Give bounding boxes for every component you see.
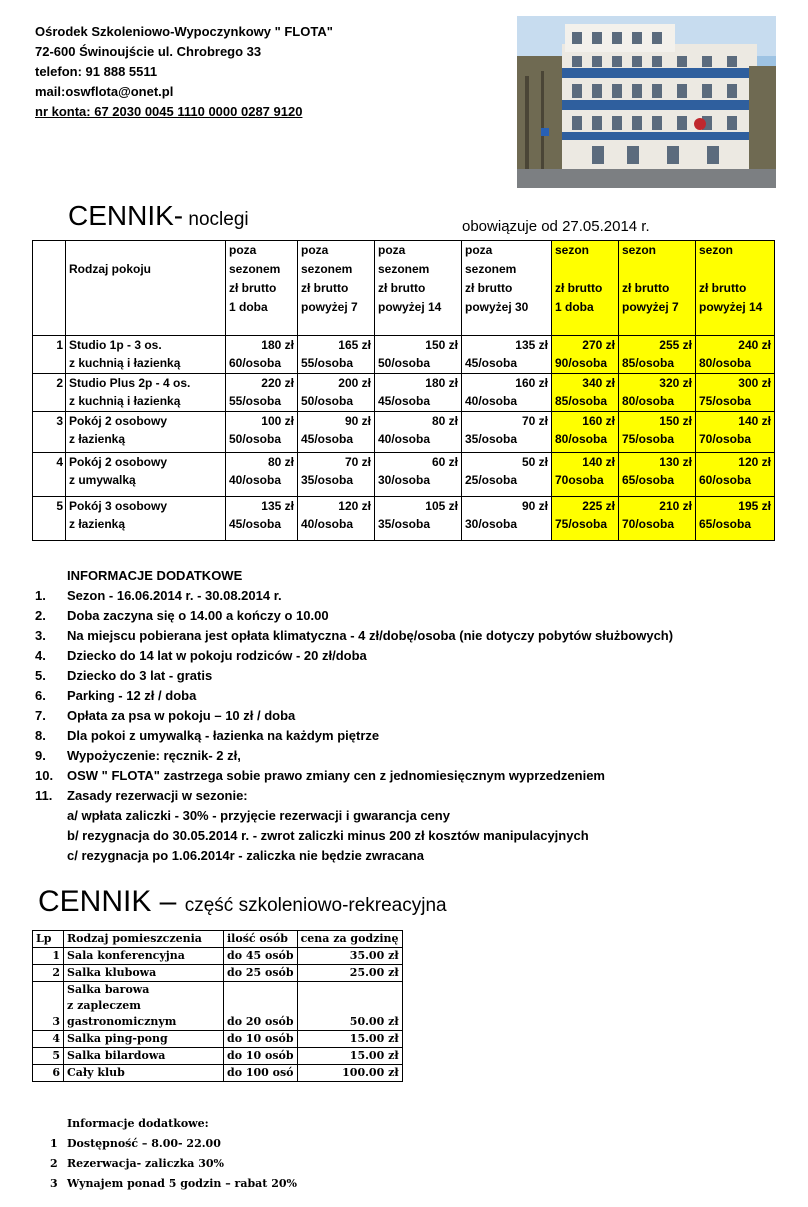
column-header: poza sezonem zł brutto powyżej 30 bbox=[462, 241, 552, 336]
season-price-cell: 150 zł 75/osoba bbox=[619, 412, 696, 453]
info-item-number: 8. bbox=[35, 728, 46, 743]
season-price-cell: 210 zł 70/osoba bbox=[619, 497, 696, 541]
room-hourly-price: 25.00 zł bbox=[297, 965, 402, 982]
info-item-text: Wypożyczenie: ręcznik- 2 zł, bbox=[67, 748, 241, 763]
info-item bbox=[35, 746, 673, 766]
reservation-rule: b/ rezygnacja do 30.05.2014 r. - zwrot zaliczki minus 200 zł kosztów manipulacyjnych bbox=[67, 828, 589, 843]
room-hourly-price: 35.00 zł bbox=[297, 948, 402, 965]
season-price-cell: 195 zł 65/osoba bbox=[696, 497, 775, 541]
row-number: 2 bbox=[33, 965, 64, 982]
rooms-row bbox=[33, 1048, 403, 1065]
price-cell: 90 zł 30/osoba bbox=[462, 497, 552, 541]
price-cell: 50 zł 25/osoba bbox=[462, 453, 552, 497]
row-number: 6 bbox=[33, 1065, 64, 1082]
room-capacity: do 100 osó bbox=[224, 1065, 298, 1082]
price-row bbox=[33, 336, 775, 374]
info-item-number: 4. bbox=[35, 648, 46, 663]
price-row bbox=[33, 412, 775, 453]
info-item bbox=[35, 666, 673, 686]
row-number: 2 bbox=[33, 374, 66, 412]
info-item bbox=[35, 766, 673, 786]
season-price-cell: 140 zł 70/osoba bbox=[696, 412, 775, 453]
rooms-info-text: Wynajem ponad 5 godzin – rabat 20% bbox=[67, 1177, 297, 1190]
info-item bbox=[35, 786, 673, 806]
rooms-title-sub: część szkoleniowo-rekreacyjna bbox=[184, 895, 447, 916]
column-header: poza sezonem zł brutto 1 doba bbox=[226, 241, 298, 336]
building-photo bbox=[517, 16, 776, 188]
info-item-number: 2. bbox=[35, 608, 46, 623]
row-number: 4 bbox=[33, 453, 66, 497]
price-cell: 80 zł 40/osoba bbox=[375, 412, 462, 453]
season-column-header: sezon zł brutto 1 doba bbox=[552, 241, 619, 336]
rooms-info-item bbox=[50, 1134, 297, 1154]
room-name: Sala konferencyjna bbox=[64, 948, 224, 965]
room-name: Salka bilardowa bbox=[64, 1048, 224, 1065]
reservation-rule: a/ wpłata zaliczki - 30% - przyjęcie rezerwacji i gwarancja ceny bbox=[67, 808, 450, 823]
rooms-additional-info bbox=[50, 1114, 297, 1194]
room-name-header: Rodzaj pomieszczenia bbox=[64, 931, 224, 948]
season-price-cell: 300 zł 75/osoba bbox=[696, 374, 775, 412]
reservation-rule: c/ rezygnacja po 1.06.2014r - zaliczka nie będzie zwracana bbox=[67, 848, 424, 863]
row-number: 3 bbox=[33, 412, 66, 453]
room-capacity: do 10 osób bbox=[224, 1031, 298, 1048]
price-cell: 165 zł 55/osoba bbox=[298, 336, 375, 374]
room-type: Studio Plus 2p - 4 os. z kuchnią i łazienką bbox=[66, 374, 226, 412]
room-name: Salka barowa z zapleczem gastronomicznym bbox=[64, 982, 224, 1031]
column-header: poza sezonem zł brutto powyżej 14 bbox=[375, 241, 462, 336]
rooms-table-header-row bbox=[33, 931, 403, 948]
hourly-price-header: cena za godzinę bbox=[297, 931, 402, 948]
price-list-title bbox=[68, 200, 249, 232]
accommodation-price-table bbox=[32, 240, 775, 541]
lp-header: Lp bbox=[33, 931, 64, 948]
room-capacity: do 45 osób bbox=[224, 948, 298, 965]
price-cell: 220 zł 55/osoba bbox=[226, 374, 298, 412]
season-price-cell: 240 zł 80/osoba bbox=[696, 336, 775, 374]
rooms-info-number: 3 bbox=[50, 1177, 58, 1190]
info-item bbox=[35, 606, 673, 626]
info-item bbox=[35, 726, 673, 746]
info-item bbox=[35, 686, 673, 706]
info-item bbox=[35, 586, 673, 606]
company-address: 72-600 Świnoujście ul. Chrobrego 33 bbox=[35, 44, 262, 59]
price-cell: 90 zł 45/osoba bbox=[298, 412, 375, 453]
capacity-header: ilość osób bbox=[224, 931, 298, 948]
rooms-info-title: Informacje dodatkowe: bbox=[67, 1117, 209, 1130]
price-cell: 120 zł 40/osoba bbox=[298, 497, 375, 541]
rooms-info-item bbox=[50, 1154, 297, 1174]
season-price-cell: 120 zł 60/osoba bbox=[696, 453, 775, 497]
info-item-number: 7. bbox=[35, 708, 46, 723]
row-number: 1 bbox=[33, 948, 64, 965]
rooms-row bbox=[33, 1065, 403, 1082]
room-name: Salka ping-pong bbox=[64, 1031, 224, 1048]
info-item-text: Dziecko do 3 lat - gratis bbox=[67, 668, 213, 683]
room-hourly-price: 50.00 zł bbox=[297, 982, 402, 1031]
season-column-header: sezon zł brutto powyżej 7 bbox=[619, 241, 696, 336]
price-cell: 135 zł 45/osoba bbox=[462, 336, 552, 374]
price-row bbox=[33, 497, 775, 541]
rooms-row bbox=[33, 1031, 403, 1048]
info-item-number: 9. bbox=[35, 748, 46, 763]
price-list-title-sub: noclegi bbox=[183, 209, 249, 230]
room-hourly-price: 15.00 zł bbox=[297, 1031, 402, 1048]
company-phone: telefon: 91 888 5511 bbox=[35, 64, 158, 79]
room-hourly-price: 100.00 zł bbox=[297, 1065, 402, 1082]
info-item-text: Dziecko do 14 lat w pokoju rodziców - 20 zł/doba bbox=[67, 648, 367, 663]
additional-info bbox=[35, 566, 673, 866]
room-type-header: Rodzaj pokoju bbox=[66, 241, 226, 336]
room-type: Pokój 2 osobowy z łazienką bbox=[66, 412, 226, 453]
rooms-row bbox=[33, 948, 403, 965]
rooms-row bbox=[33, 982, 403, 1031]
price-cell: 180 zł 45/osoba bbox=[375, 374, 462, 412]
info-item-text: Parking - 12 zł / doba bbox=[67, 688, 197, 703]
room-capacity: do 10 osób bbox=[224, 1048, 298, 1065]
valid-from-note: obowiązuje od 27.05.2014 r. bbox=[462, 218, 650, 235]
info-item-number: 1. bbox=[35, 588, 46, 603]
info-item bbox=[35, 706, 673, 726]
season-price-cell: 130 zł 65/osoba bbox=[619, 453, 696, 497]
price-cell: 200 zł 50/osoba bbox=[298, 374, 375, 412]
info-item-text: Sezon - 16.06.2014 r. - 30.08.2014 r. bbox=[67, 588, 282, 603]
price-cell: 105 zł 35/osoba bbox=[375, 497, 462, 541]
season-price-cell: 160 zł 80/osoba bbox=[552, 412, 619, 453]
room-type: Studio 1p - 3 os. z kuchnią i łazienką bbox=[66, 336, 226, 374]
info-item-text: Doba zaczyna się o 14.00 a kończy o 10.00 bbox=[67, 608, 329, 623]
season-price-cell: 320 zł 80/osoba bbox=[619, 374, 696, 412]
info-item-number: 3. bbox=[35, 628, 46, 643]
contact-header bbox=[35, 22, 333, 122]
row-number: 5 bbox=[33, 1048, 64, 1065]
bank-account: nr konta: 67 2030 0045 1110 0000 0287 9120 bbox=[35, 104, 303, 119]
price-row bbox=[33, 453, 775, 497]
price-cell: 80 zł 40/osoba bbox=[226, 453, 298, 497]
row-number: 1 bbox=[33, 336, 66, 374]
room-name: Salka klubowa bbox=[64, 965, 224, 982]
company-email: mail:oswflota@onet.pl bbox=[35, 84, 174, 99]
season-price-cell: 340 zł 85/osoba bbox=[552, 374, 619, 412]
price-table-header-row bbox=[33, 241, 775, 336]
rooms-title-main: CENNIK – bbox=[38, 885, 185, 918]
room-name: Cały klub bbox=[64, 1065, 224, 1082]
room-type: Pokój 3 osobowy z łazienką bbox=[66, 497, 226, 541]
room-capacity: do 20 osób bbox=[224, 982, 298, 1031]
info-item-number: 11. bbox=[35, 788, 53, 803]
column-header: poza sezonem zł brutto powyżej 7 bbox=[298, 241, 375, 336]
price-cell: 70 zł 35/osoba bbox=[462, 412, 552, 453]
season-price-cell: 255 zł 85/osoba bbox=[619, 336, 696, 374]
rooms-info-text: Rezerwacja- zaliczka 30% bbox=[67, 1157, 224, 1170]
room-capacity: do 25 osób bbox=[224, 965, 298, 982]
info-item bbox=[35, 646, 673, 666]
season-price-cell: 270 zł 90/osoba bbox=[552, 336, 619, 374]
price-list-title-main: CENNIK- bbox=[68, 200, 184, 231]
info-item-number: 10. bbox=[35, 768, 54, 783]
row-number: 5 bbox=[33, 497, 66, 541]
rooms-info-item bbox=[50, 1174, 297, 1194]
info-item-text: Opłata za psa w pokoju – 10 zł / doba bbox=[67, 708, 296, 723]
info-item-number: 5. bbox=[35, 668, 46, 683]
rooms-info-number: 2 bbox=[50, 1157, 58, 1170]
price-row bbox=[33, 374, 775, 412]
row-number: 3 bbox=[33, 982, 64, 1031]
info-item-number: 6. bbox=[35, 688, 46, 703]
rooms-info-text: Dostępność – 8.00- 22.00 bbox=[67, 1137, 221, 1150]
price-cell: 135 zł 45/osoba bbox=[226, 497, 298, 541]
info-item-text: Dla pokoi z umywalką - łazienka na każdym piętrze bbox=[67, 728, 380, 743]
info-item-text: Na miejscu pobierana jest opłata klimatyczna - 4 zł/dobę/osoba (nie dotyczy pobytów służbowych) bbox=[67, 628, 674, 643]
info-item-text: Zasady rezerwacji w sezonie: bbox=[67, 788, 248, 803]
company-name: Ośrodek Szkoleniowo-Wypoczynkowy " FLOTA" bbox=[35, 24, 333, 39]
rooms-price-title bbox=[38, 885, 447, 919]
price-cell: 100 zł 50/osoba bbox=[226, 412, 298, 453]
price-cell: 180 zł 60/osoba bbox=[226, 336, 298, 374]
rooms-row bbox=[33, 965, 403, 982]
price-cell: 60 zł 30/osoba bbox=[375, 453, 462, 497]
lp-header bbox=[33, 241, 66, 336]
additional-info-title: INFORMACJE DODATKOWE bbox=[67, 568, 243, 583]
room-hourly-price: 15.00 zł bbox=[297, 1048, 402, 1065]
price-cell: 150 zł 50/osoba bbox=[375, 336, 462, 374]
info-item bbox=[35, 626, 673, 646]
price-cell: 70 zł 35/osoba bbox=[298, 453, 375, 497]
room-type: Pokój 2 osobowy z umywalką bbox=[66, 453, 226, 497]
info-item-text: OSW " FLOTA" zastrzega sobie prawo zmiany cen z jednomiesięcznym wyprzedzeniem bbox=[67, 768, 605, 783]
rooms-info-number: 1 bbox=[50, 1137, 58, 1150]
season-column-header: sezon zł brutto powyżej 14 bbox=[696, 241, 775, 336]
season-price-cell: 140 zł 70osoba bbox=[552, 453, 619, 497]
rooms-price-table bbox=[32, 930, 403, 1082]
price-cell: 160 zł 40/osoba bbox=[462, 374, 552, 412]
season-price-cell: 225 zł 75/osoba bbox=[552, 497, 619, 541]
row-number: 4 bbox=[33, 1031, 64, 1048]
